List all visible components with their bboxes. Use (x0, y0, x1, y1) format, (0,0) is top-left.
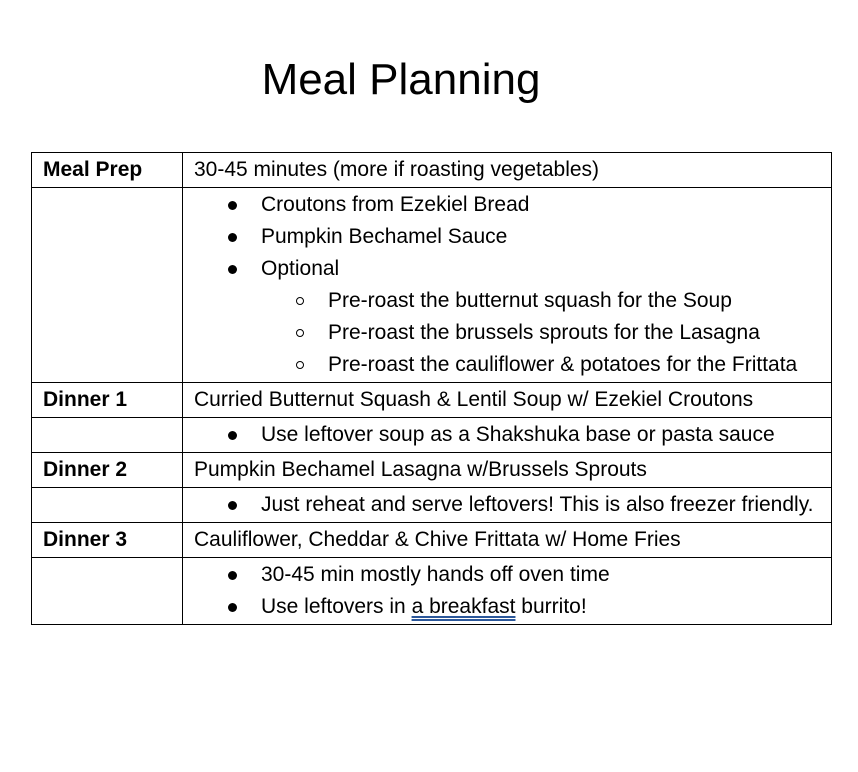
empty-cell (32, 188, 183, 383)
dinner-3-dish: Cauliflower, Cheddar & Chive Frittata w/ Home Fries (183, 523, 832, 558)
page-title: Meal Planning (261, 55, 541, 104)
dinner-1-dish: Curried Butternut Squash & Lentil Soup w/ Ezekiel Croutons (183, 383, 832, 418)
table-row-meal-prep-details (32, 188, 832, 383)
empty-cell (32, 558, 183, 625)
dinner-1-notes-cell (183, 418, 832, 453)
list-item-optional (261, 253, 821, 381)
sub-list-item: Pre-roast the cauliflower & potatoes for the Frittata (328, 349, 821, 381)
note-text-before: Use leftovers in (261, 595, 412, 618)
list-item (261, 591, 821, 623)
proofing-underlined-text[interactable]: a breakfast (411, 595, 516, 618)
meal-prep-label: Meal Prep (32, 153, 183, 188)
dinner-2-notes-list (194, 489, 821, 521)
list-item: Pumpkin Bechamel Sauce (261, 221, 821, 253)
table-row-dinner-2-notes (32, 488, 832, 523)
table-row-meal-prep (32, 153, 832, 188)
dinner-2-label: Dinner 2 (32, 453, 183, 488)
dinner-3-label: Dinner 3 (32, 523, 183, 558)
empty-cell (32, 488, 183, 523)
dinner-3-notes-cell (183, 558, 832, 625)
table-row-dinner-1 (32, 383, 832, 418)
dinner-3-notes-list (194, 559, 821, 623)
list-item: Croutons from Ezekiel Bread (261, 189, 821, 221)
dinner-2-notes-cell (183, 488, 832, 523)
table-row-dinner-3 (32, 523, 832, 558)
dinner-1-label: Dinner 1 (32, 383, 183, 418)
dinner-2-dish: Pumpkin Bechamel Lasagna w/Brussels Sprouts (183, 453, 832, 488)
dinner-1-notes-list (194, 419, 821, 451)
meal-plan-table (31, 152, 832, 625)
table-row-dinner-2 (32, 453, 832, 488)
list-item: 30-45 min mostly hands off oven time (261, 559, 821, 591)
meal-prep-list (194, 189, 821, 381)
note-text-after: burrito! (515, 595, 587, 618)
optional-sublist (261, 285, 821, 381)
table-row-dinner-1-notes (32, 418, 832, 453)
meal-prep-details-cell (183, 188, 832, 383)
table-row-dinner-3-notes (32, 558, 832, 625)
optional-label: Optional (261, 257, 340, 280)
list-item: Just reheat and serve leftovers! This is also freezer friendly. (261, 489, 821, 521)
sub-list-item: Pre-roast the brussels sprouts for the Lasagna (328, 317, 821, 349)
list-item: Use leftover soup as a Shakshuka base or pasta sauce (261, 419, 821, 451)
sub-list-item: Pre-roast the butternut squash for the Soup (328, 285, 821, 317)
meal-prep-time: 30-45 minutes (more if roasting vegetables) (183, 153, 832, 188)
empty-cell (32, 418, 183, 453)
